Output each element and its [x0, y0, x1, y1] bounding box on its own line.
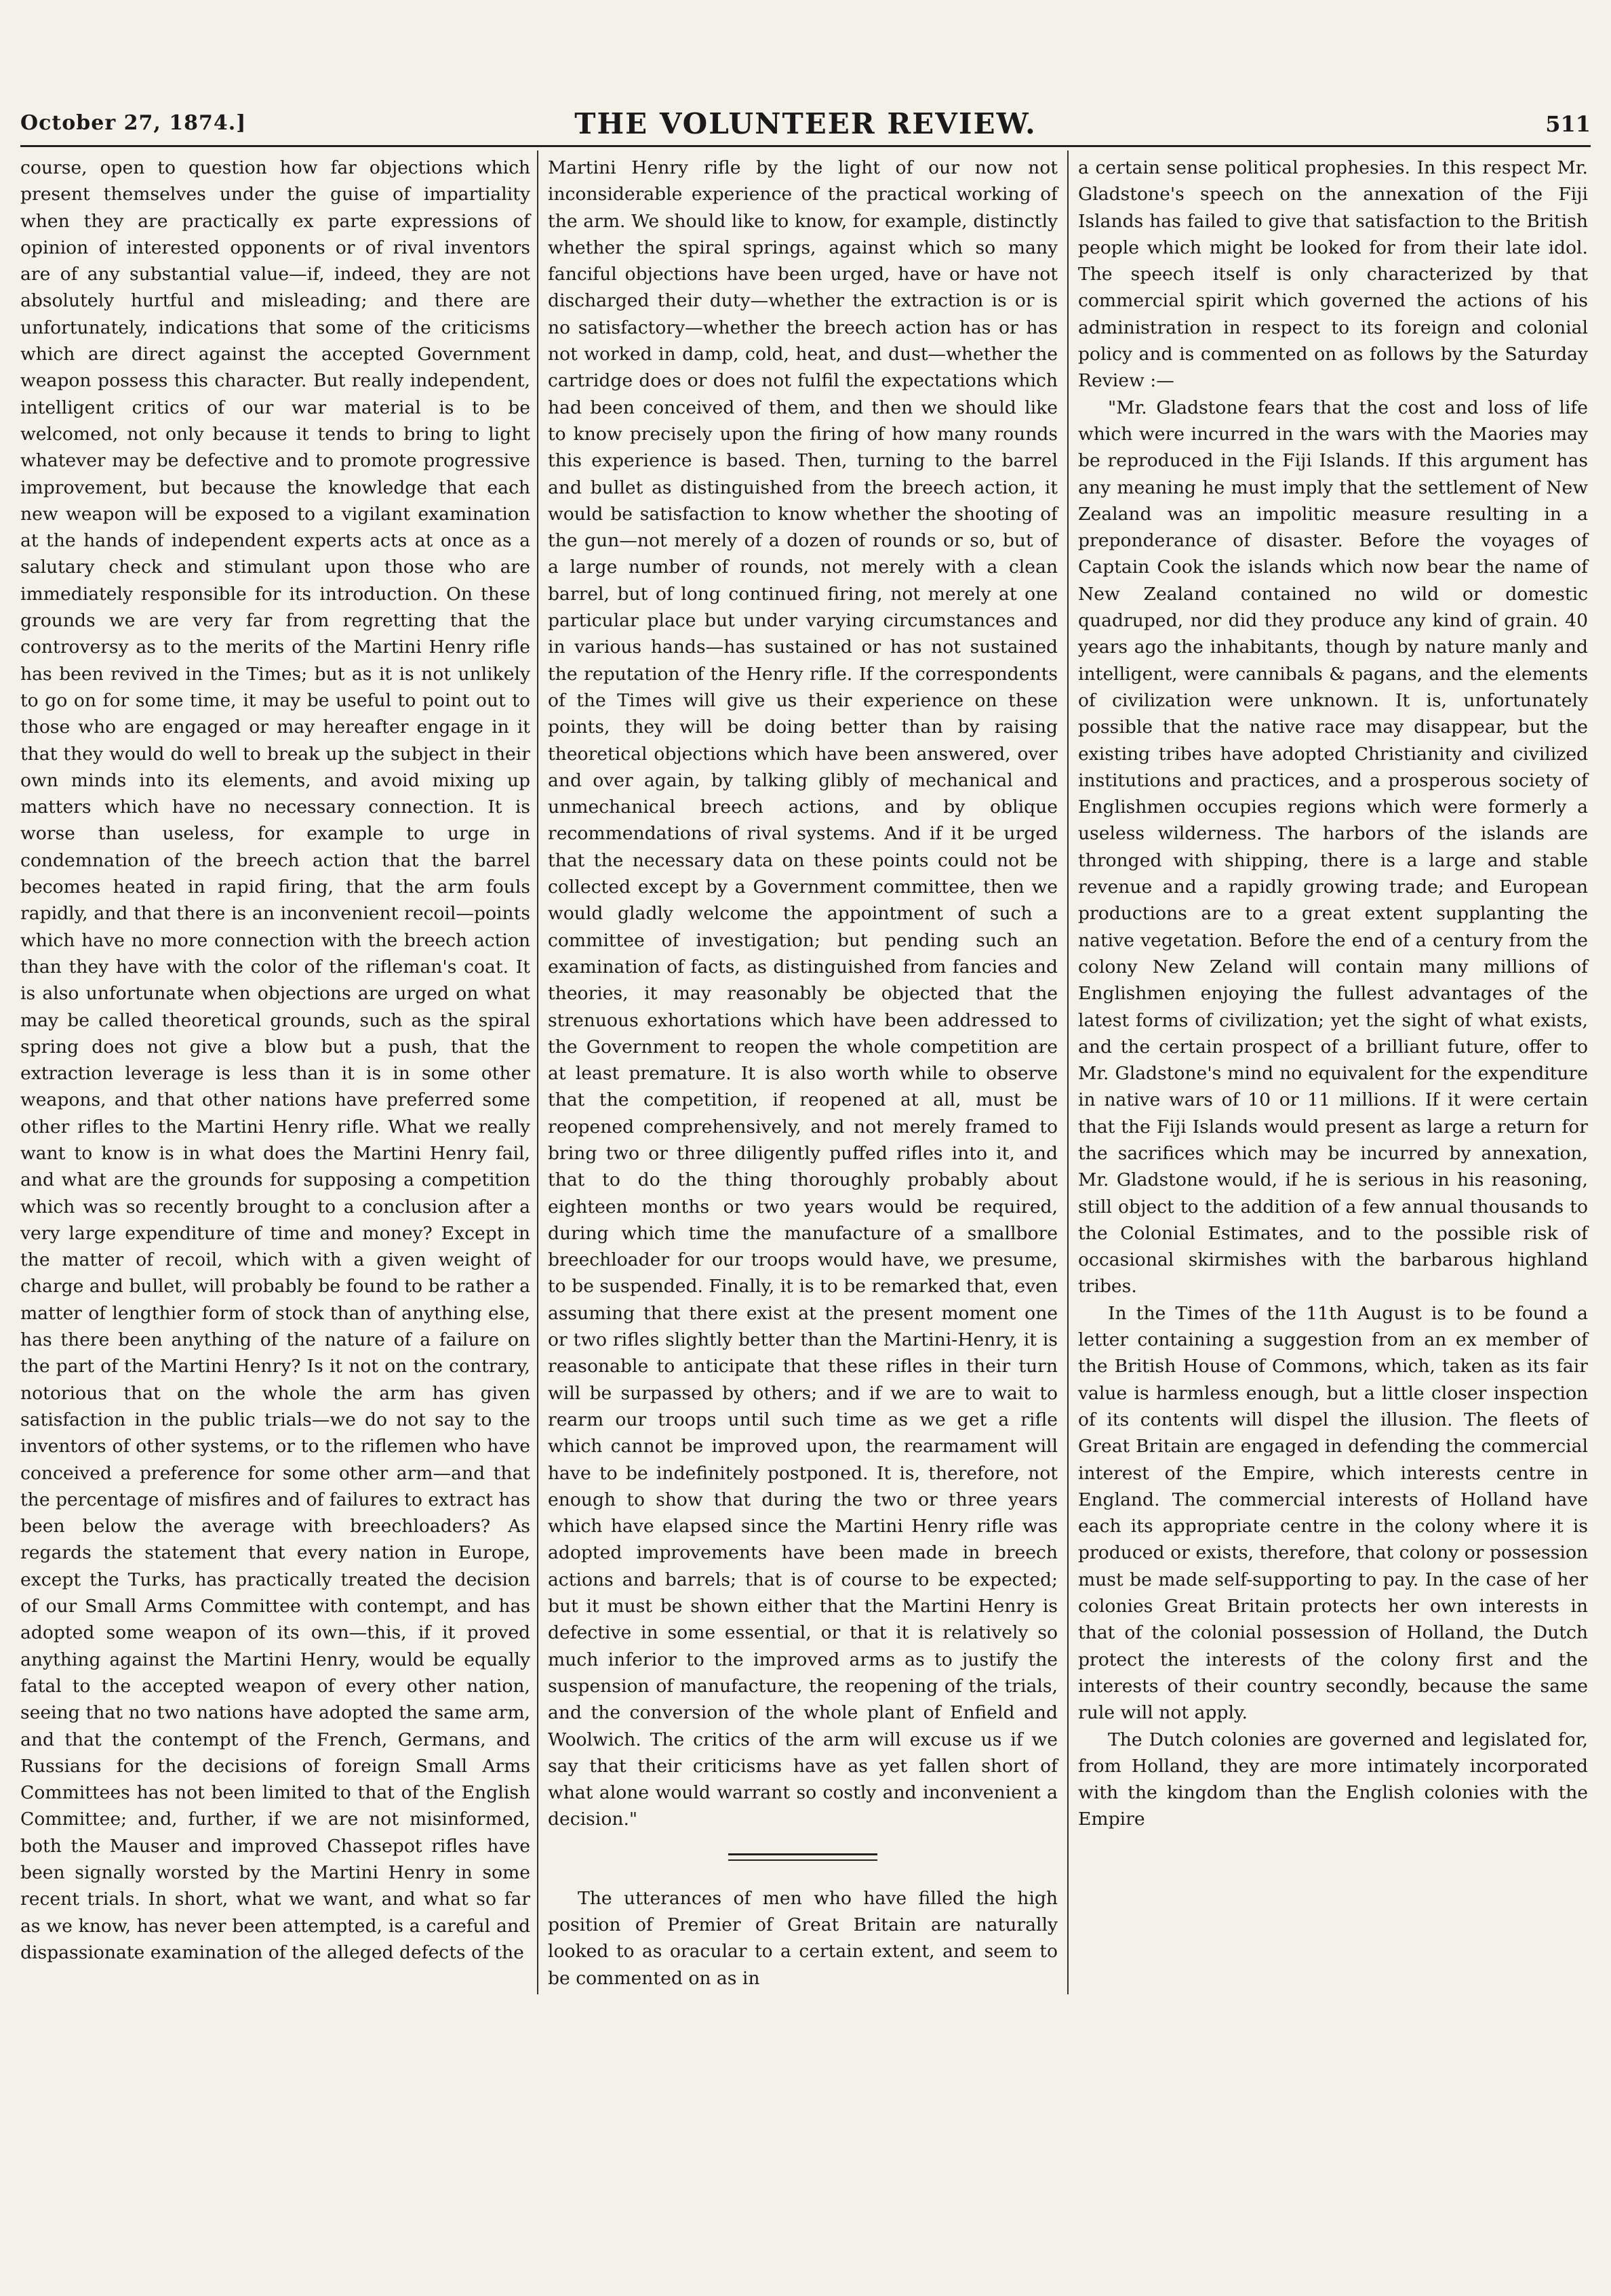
column-3-paragraph: a certain sense political prophesies. In this respect Mr. Gladstone's speech on the annexation of the Fiji Islands has failed to give that satisfaction to the British people which might be looked for from their late idol. The speech itself is only characterized by that commercial spirit which governed the actions of his administration in respect to its foreign and colonial policy and is commented on as follows by the Saturday Review :— — [1078, 157, 1588, 392]
column-rule-1 — [537, 150, 538, 1994]
publication-title: THE VOLUNTEER REVIEW. — [574, 107, 1037, 140]
column-1-paragraph: course, open to question how far objections which present themselves under the guise of impartiality when they are practically ex parte expressions of opinion of interested opponents or of rival inventors are of any substantial value—if, indeed, they are not absolutely hurtful and misleading; and there are unfortunately, indications that some of the criticisms which are direct against the accepted Government weapon possess this character. But really independent, intelligent critics of our war material is to be welcomed, not only because it tends to bring to light whatever may be defective and to promote progressive improvement, but because the knowledge that each new weapon will be exposed to a vigilant examination at the hands of independent experts acts at once as a salutary check and stimulant upon those who are immediately responsible for its introduction. On these grounds we are very far from regretting that the controversy as to the merits of the Martini Henry rifle has been revived in the Times; but as it is not unlikely to go on for some time, it may be useful to point out to those who are engaged or may hereafter engage in it that they would do well to break up the subject in their own minds into its elements, and avoid mixing up matters which have no necessary connection. It is worse than useless, for example to urge in condemnation of the breech action that the barrel becomes heated in rapid firing, that the arm fouls rapidly, and that there is an inconvenient recoil—points which have no more connection with the breech action than they have with the color of the rifleman's coat. It is also unfortunate when objections are urged on what may be called theoretical grounds, such as the spiral spring does not give a blow but a push, that the extraction leverage is less than it is in some other weapons, and that other nations have preferred some other rifles to the Martini Henry rifle. What we really want to know is in what does the Martini Henry fail, and what are the grounds for supposing a competition which was so recently brought to a conclusion after a very large expenditure of time and money? Except in the matter of recoil, which with a given weight of charge and bullet, will probably be found to be rather a matter of lengthier form of stock than of anything else, has there been anything of the nature of a failure on the part of the Martini Henry? Is it not on the contrary, notorious that on the whole the arm has given satisfaction in the public trials—we do not say to the inventors of other systems, or to the riflemen who have conceived a preference for some other arm—and that the percentage of misfires and of failures to extract has been below the average with breechloaders? As regards the statement that every nation in Europe, except the Turks, has practically treated the decision of our Small Arms Committee with contempt, and has adopted some weapon of its own—this, if it proved anything against the Martini Henry, would be equally fatal to the accepted weapon of every other nation, seeing that no two nations have adopted the same arm, and that the contempt of the French, Germans, and Russians for the decisions of foreign Small Arms Committees has not been limited to that of the English Committee; and, further, if we are not misinformed, both the Mauser and improved Chassepot rifles have been signally worsted by the Martini Henry in some recent trials. In short, what we want, and what so far as we know, has never been attempted, is a careful and dispassionate examination of the alleged defects of the — [20, 157, 530, 1963]
column-3-paragraph: The Dutch colonies are governed and legislated for, from Holland, they are more intimately incorporated with the kingdom than the English colonies with the Empire — [1078, 1729, 1588, 1830]
column-3-paragraph: "Mr. Gladstone fears that the cost and loss of life which were incurred in the wars with the Maories may be reproduced in the Fiji Islands. If this argument has any meaning he must imply that the settlement of New Zealand was an impolitic measure resulting in a preponderance of disaster. Before the voyages of Captain Cook the islands which now bear the name of New Zealand contained no wild or domestic quadruped, nor did they produce any kind of grain. 40 years ago the inhabitants, though by nature manly and intelligent, were cannibals & pagans, and the elements of civilization were unknown. It is, unfortunately possible that the native race may disappear, but the existing tribes have adopted Christianity and civilized institutions and practices, and a prosperous society of Englishmen occupies regions which were formerly a useless wilderness. The harbors of the islands are thronged with shipping, there is a large and stable revenue and a rapidly growing trade; and European productions are to a great extent supplanting the native vegetation. Before the end of a century from the colony New Zeland will contain many millions of Englishmen enjoying the fullest advantages of the latest forms of civilization; yet the sight of what exists, and the certain prospect of a brilliant future, offer to Mr. Gladstone's mind no equivalent for the expenditure in native wars of 10 or 11 millions. If it were certain that the Fiji Islands would present as large a return for the sacrifices which may be incurred by annexation, Mr. Gladstone would, if he is serious in his reasoning, still object to the addition of a few annual thousands to the Colonial Estimates, and to the possible risk of occasional skirmishes with the barbarous highland tribes. — [1078, 397, 1588, 1297]
page-number: 511 — [1545, 111, 1591, 137]
column-3-paragraph: In the Times of the 11th August is to be found a letter containing a suggestion from an ex member of the British House of Commons, which, taken as its fair value is harmless enough, but a little closer inspection of its contents will dispel the illusion. The fleets of Great Britain are engaged in defending the commercial interest of the Empire, which interests centre in England. The commercial interests of Holland have each its appropriate centre in the colony where it is produced or exists, therefore, that colony or possession must be made self-supporting to pay. In the case of her colonies Great Britain protects her own interests in that of the colonial possession of Holland, the Dutch protect the interests of the colony first and the interests of their country secondly, because the same rule will not apply. — [1078, 1302, 1588, 1724]
column-2 — [548, 155, 1058, 1992]
column-2-paragraph: Martini Henry rifle by the light of our now not inconsiderable experience of the practical working of the arm. We should like to know, for example, distinctly whether the spiral springs, against which so many fanciful objections have been urged, have or have not discharged their duty—whether the extraction is or is no satisfactory—whether the breech action has or has not worked in damp, cold, heat, and dust—whether the cartridge does or does not fulfil the expectations which had been conceived of them, and then we should like to know precisely upon the firing of how many rounds this experience is based. Then, turning to the barrel and bullet as distinguished from the breech action, it would be satisfaction to know whether the shooting of the gun—not merely of a dozen of rounds or so, but of a large number of rounds, not merely with a clean barrel, but of long continued firing, not merely at one particular place but under varying circumstances and in various hands—has sustained or has not sustained the reputation of the Henry rifle. If the correspondents of the Times will give us their experience on these points, they will be doing better than by raising theoretical objections which have been answered, over and over again, by talking glibly of mechanical and unmechanical breech actions, and by oblique recommendations of rival systems. And if it be urged that the necessary data on these points could not be collected except by a Government committee, then we would gladly welcome the appointment of such a committee of investigation; but pending such an examination of facts, as distinguished from fancies and theories, it may reasonably be objected that the strenuous exhortations which have been addressed to the Government to reopen the whole competition are at least premature. It is also worth while to observe that the competition, if reopened at all, must be reopened comprehensively, and not merely framed to bring two or three diligently puffed rifles into it, and that to do the thing thoroughly probably about eighteen months or two years would be required, during which time the manufacture of a smallbore breechloader for our troops would have, we presume, to be suspended. Finally, it is to be remarked that, even assuming that there exist at the present moment one or two rifles slightly better than the Martini-Henry, it is reasonable to anticipate that these rifles in their turn will be surpassed by others; and if we are to wait to rearm our troops until such time as we get a rifle which cannot be improved upon, the rearmament will have to be indefinitely postponed. It is, therefore, not enough to show that during the two or three years which have elapsed since the Martini Henry rifle was adopted improvements have been made in breech actions and barrels; that is of course to be expected; but it must be shown either that the Martini Henry is defective in some essential, or that it is relatively so much inferior to the improved arms as to justify the suspension of manufacture, the reopening of the trials, and the conversion of the whole plant of Enfield and Woolwich. The critics of the arm will excuse us if we say that their criticisms have as yet fallen short of what alone would warrant so costly and inconvenient a decision." — [548, 157, 1058, 1830]
column-1 — [20, 155, 530, 1966]
issue-date: October 27, 1874.] — [20, 111, 247, 135]
page-header — [20, 107, 1591, 147]
column-3 — [1078, 155, 1588, 1833]
column-rule-2 — [1067, 150, 1069, 1994]
section-separator — [728, 1853, 877, 1861]
column-2-paragraph: The utterances of men who have filled the high position of Premier of Great Britain are naturally looked to as oracular to a certain extent, and seem to be commented on as in — [548, 1887, 1058, 1989]
